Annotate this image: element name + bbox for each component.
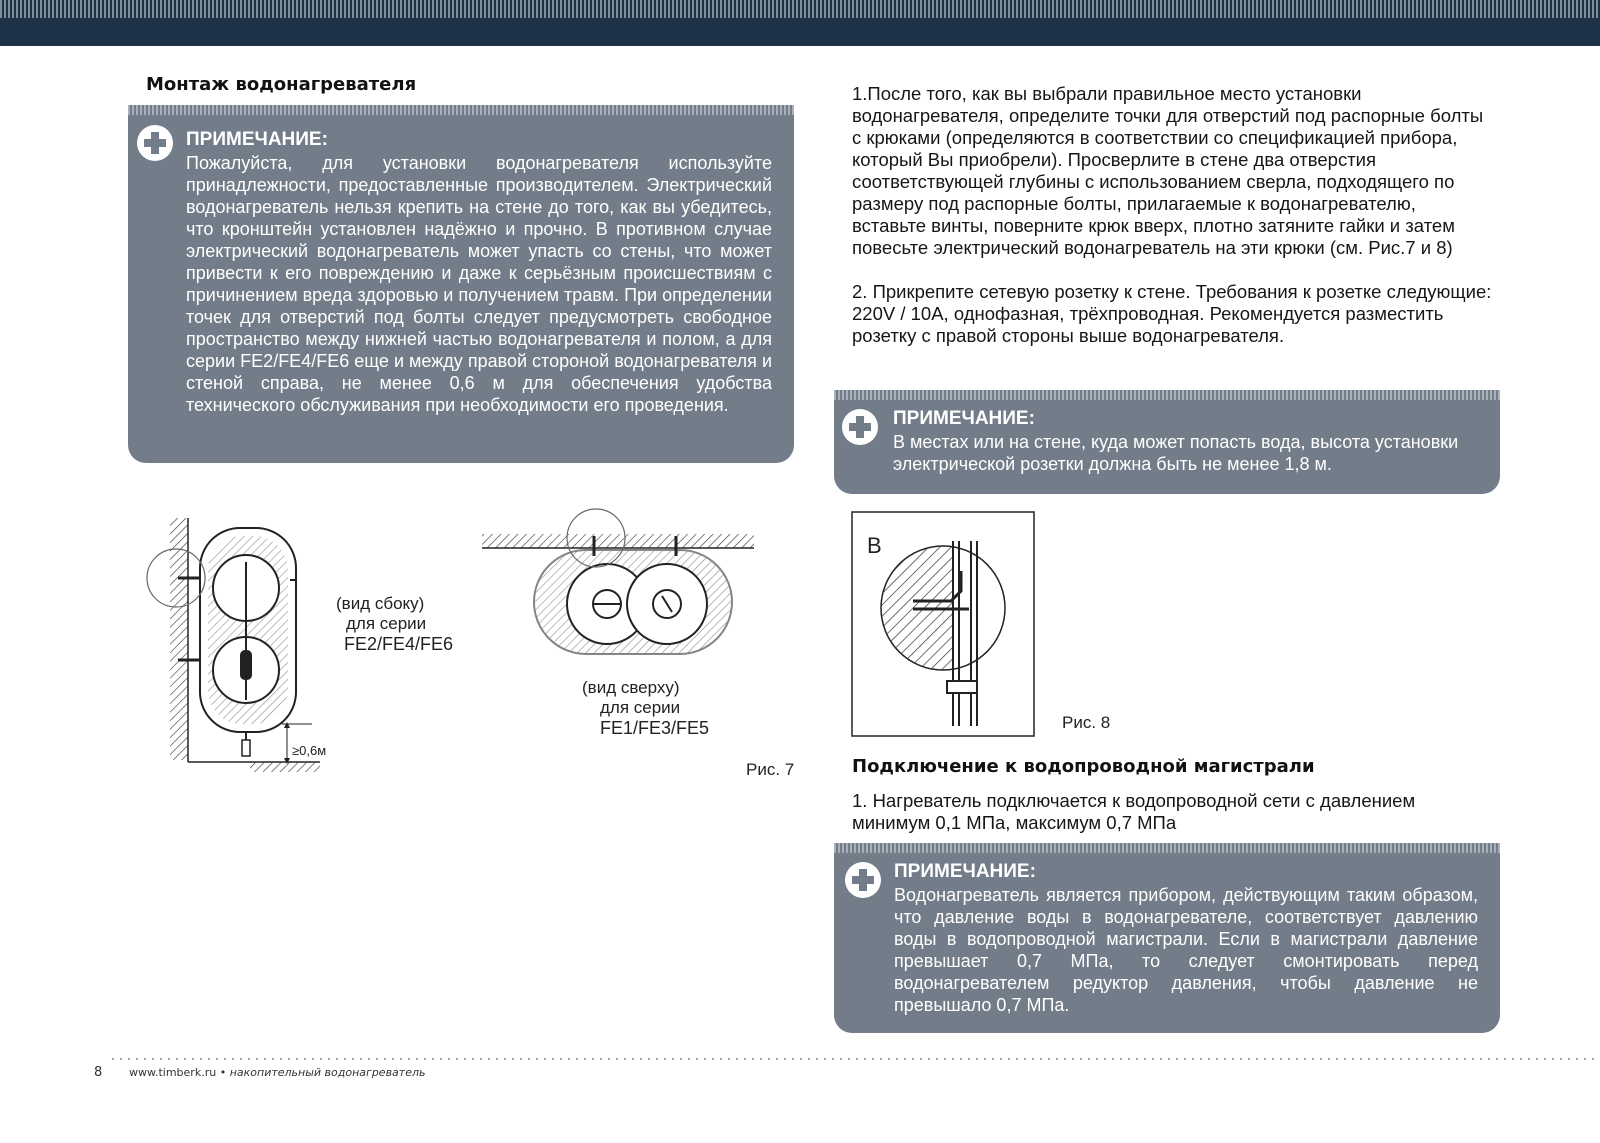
header-stripes — [0, 0, 1600, 18]
figure-8-letter: B — [867, 533, 882, 558]
top-view-heater — [482, 509, 754, 654]
side-view-caption — [336, 594, 453, 655]
note-stripe — [128, 105, 794, 115]
footer-site: www.timberk.ru — [129, 1066, 217, 1079]
top-view-caption-line-1: (вид сверху) — [582, 678, 680, 697]
note-box-pressure — [834, 843, 1500, 1033]
top-view-caption-line-2: для серии — [600, 698, 681, 717]
note-text: Водонагреватель является прибором, действующим таким образом, что давление воды в водонагревателе, соответствует давлению воды в водопроводной магистрали. Если в магистрали давление превышает 0,7 МПа, то следует смонтировать перед водонагревателем редуктор давления, чтобы давление не превышало 0,7 МПа. — [894, 885, 1478, 1015]
note-label: ПРИМЕЧАНИЕ: — [894, 861, 1036, 882]
plus-icon — [845, 862, 881, 898]
side-view-heater — [147, 518, 320, 772]
note-stripe — [834, 390, 1500, 400]
side-view-caption-line-2: для серии — [346, 614, 427, 633]
note-text: В местах или на стене, куда может попасть вода, высота установки электрической розетки должна быть не менее 1,8 м. — [893, 432, 1459, 474]
figure-8-caption: Рис. 8 — [1062, 713, 1111, 732]
footer-text — [129, 1066, 426, 1079]
water-step-1: 1. Нагреватель подключается к водопроводной сети с давлением минимум 0,1 МПа, максимум 0,7 МПа — [852, 790, 1416, 833]
side-view-caption-line-1: (вид сбоку) — [336, 594, 425, 613]
install-step-2: 2. Прикрепите сетевую розетку к стене. Требования к розетке следующие: 220V / 10A, однофазная, трёхпроводная. Рекомендуется разместить розетку с правой стороны выше водонагревателя. — [852, 281, 1492, 346]
clearance-label: ≥0,6м — [292, 743, 327, 758]
note-label: ПРИМЕЧАНИЕ: — [893, 408, 1035, 429]
note-box-mounting — [128, 105, 794, 463]
footer-subtitle: накопительный водонагреватель — [229, 1066, 426, 1079]
note-text: Пожалуйста, для установки водонагревателя используйте принадлежности, предоставленные производителем. Электрический водонагреватель нельзя крепить на стене до того, как вы убедитесь, что кронштейн установлен надёжно и прочно. В противном случае электрический водонагреватель может упасть со стены, что может привести к его повреждению и даже к серьёзным происшествиям с причинением вреда здоровью и получением травм. При определении точек для отверстий под болты следует предусмотреть свободное пространство между нижней частью водонагревателя и полом, а для серии FE2/FE4/FE6 еще и между правой стороной водонагревателя и стеной справа, не менее 0,6 м для обеспечения удобства технического обслуживания при необходимости его проведения. — [186, 153, 772, 415]
top-view-caption — [582, 678, 709, 739]
section-title-water: Подключение к водопроводной магистрали — [852, 756, 1315, 777]
note-box-socket — [834, 390, 1500, 494]
footer-separator: • — [219, 1066, 227, 1079]
side-view-caption-line-3: FE2/FE4/FE6 — [344, 634, 454, 654]
note-stripe — [834, 843, 1500, 853]
install-step-1: 1.После того, как вы выбрали правильное место установки водонагревателя, определите точки для отверстий под распорные болты с крюками (определяются в соответствии со спецификацией прибора, который Вы приобрели). Просверлите в стене два отверстия соответствующей глубины с использованием сверла, подходящего по размеру под распорные болты, прилагаемые к водонагревателю, вставьте винты, поверните крюк вверх, плотно затяните гайки и затем повесьте электрический водонагреватель на эти крюки (см. Рис.7 и 8) — [852, 83, 1484, 258]
note-label: ПРИМЕЧАНИЕ: — [186, 129, 328, 150]
page-number: 8 — [94, 1065, 103, 1080]
plus-icon — [842, 409, 878, 445]
section-title-mounting: Монтаж водонагревателя — [146, 74, 417, 95]
header-bar — [0, 0, 1600, 46]
plus-icon — [137, 125, 173, 161]
top-view-caption-line-3: FE1/FE3/FE5 — [600, 718, 710, 738]
figure-7-caption: Рис. 7 — [746, 760, 795, 779]
footer-divider — [112, 1058, 1600, 1060]
figure-8-drawing — [851, 511, 1035, 737]
